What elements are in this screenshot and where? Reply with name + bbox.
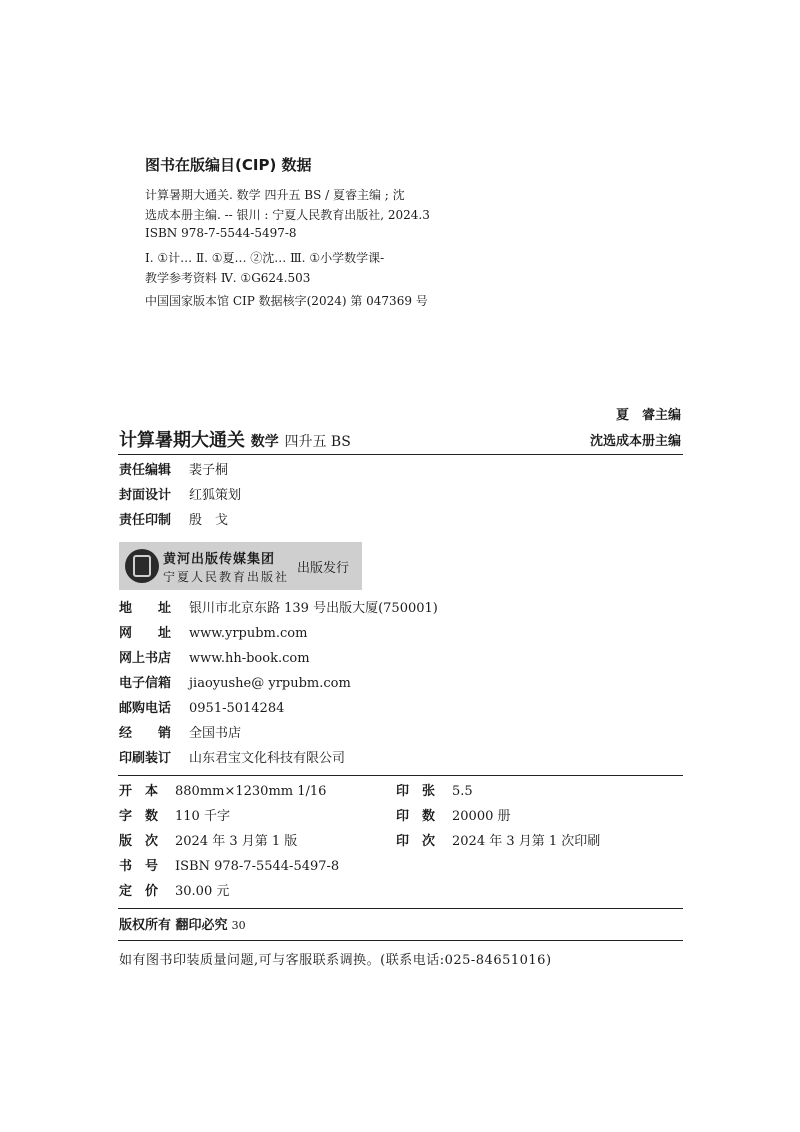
spec-label: 印 数	[396, 809, 436, 824]
cip-title: 图书在版编目(CIP) 数据	[145, 156, 312, 174]
divider	[118, 908, 683, 909]
publisher-name: 宁夏人民教育出版社	[163, 570, 290, 584]
spec-label: 印 次	[396, 834, 436, 849]
copyright-line	[119, 914, 246, 933]
contact-value: 0951-5014284	[189, 701, 285, 716]
contact-value: 银川市北京东路 139 号出版大厦(750001)	[189, 601, 438, 616]
contact-value: jiaoyushe@ yrpubm.com	[189, 676, 351, 691]
contact-row	[119, 749, 345, 769]
footer-note: 如有图书印装质量问题,可与客服联系调换。(联系电话:025-84651016)	[119, 953, 552, 968]
staff-label: 责任编辑	[119, 463, 172, 478]
staff-row	[119, 461, 228, 481]
contact-label: 邮购电话	[119, 701, 172, 716]
spec-row	[396, 832, 600, 852]
divider	[118, 454, 683, 455]
contact-label: 网 址	[119, 626, 172, 641]
cip-line: ISBN 978-7-5544-5497-8	[145, 226, 297, 240]
contact-value: 全国书店	[189, 726, 242, 741]
spec-row	[119, 807, 230, 827]
contact-row	[119, 649, 310, 669]
cip-line: 教学参考资料 Ⅳ. ①G624.503	[145, 271, 311, 285]
spec-value: 20000 册	[452, 809, 511, 824]
staff-value: 红狐策划	[189, 488, 242, 503]
contact-row	[119, 674, 351, 694]
spec-row	[396, 782, 473, 802]
cip-line: 计算暑期大通关. 数学 四升五 BS / 夏睿主编 ; 沈	[145, 188, 405, 202]
spec-row	[119, 882, 229, 902]
publisher-note: 出版发行	[297, 561, 350, 576]
staff-label: 责任印制	[119, 513, 172, 528]
divider	[118, 775, 683, 776]
contact-value: 山东君宝文化科技有限公司	[189, 751, 346, 766]
spec-value: 110 千字	[175, 809, 230, 824]
publisher-group: 黄河出版传媒集团	[163, 552, 276, 567]
contact-label: 网上书店	[119, 651, 172, 666]
chief-editor: 夏 睿主编	[615, 408, 681, 423]
staff-row	[119, 511, 228, 531]
staff-label: 封面设计	[119, 488, 172, 503]
spec-label: 定 价	[119, 884, 159, 899]
spec-row	[396, 807, 511, 827]
contact-label: 电子信箱	[119, 676, 172, 691]
spec-label: 书 号	[119, 859, 159, 874]
book-grade: 四升五 BS	[284, 434, 351, 450]
spec-value: 880mm×1230mm 1/16	[175, 784, 327, 799]
spec-label: 版 次	[119, 834, 159, 849]
contact-row	[119, 699, 284, 719]
staff-row	[119, 486, 241, 506]
contact-label: 经 销	[119, 726, 172, 741]
book-title: 计算暑期大通关	[119, 430, 245, 451]
spec-row	[119, 782, 326, 802]
staff-value: 殷 戈	[189, 513, 229, 528]
spec-value: 2024 年 3 月第 1 版	[175, 834, 298, 849]
book-title-line	[119, 426, 351, 452]
cip-line: Ⅰ. ①计… Ⅱ. ①夏… ②沈… Ⅲ. ①小学数学课-	[145, 251, 385, 265]
contact-row	[119, 624, 307, 644]
cip-line: 选成本册主编. -- 银川 : 宁夏人民教育出版社, 2024.3	[145, 208, 430, 222]
publisher-box	[119, 542, 362, 590]
volume-editor: 沈选成本册主编	[589, 434, 681, 449]
spec-label: 字 数	[119, 809, 159, 824]
contact-row	[119, 724, 241, 744]
copyright-text: 版权所有 翻印必究	[119, 918, 228, 933]
spec-row	[119, 832, 297, 852]
contact-label: 地 址	[119, 601, 172, 616]
publisher-logo-icon	[125, 549, 159, 583]
staff-value: 裴子桐	[189, 463, 229, 478]
book-subject: 数学	[250, 434, 279, 450]
contact-value: www.yrpubm.com	[189, 626, 308, 641]
spec-label: 印 张	[396, 784, 436, 799]
spec-value: 2024 年 3 月第 1 次印刷	[452, 834, 601, 849]
divider	[118, 940, 683, 941]
spec-row	[119, 857, 339, 877]
contact-row	[119, 599, 438, 619]
contact-value: www.hh-book.com	[189, 651, 310, 666]
spec-value: ISBN 978-7-5544-5497-8	[175, 859, 340, 874]
cip-number: 中国国家版本馆 CIP 数据核字(2024) 第 047369 号	[145, 294, 428, 308]
spec-value: 30.00 元	[175, 884, 230, 899]
spec-value: 5.5	[452, 784, 473, 799]
contact-label: 印刷装订	[119, 751, 172, 766]
spec-label: 开 本	[119, 784, 159, 799]
copyright-code: 30	[231, 919, 246, 932]
